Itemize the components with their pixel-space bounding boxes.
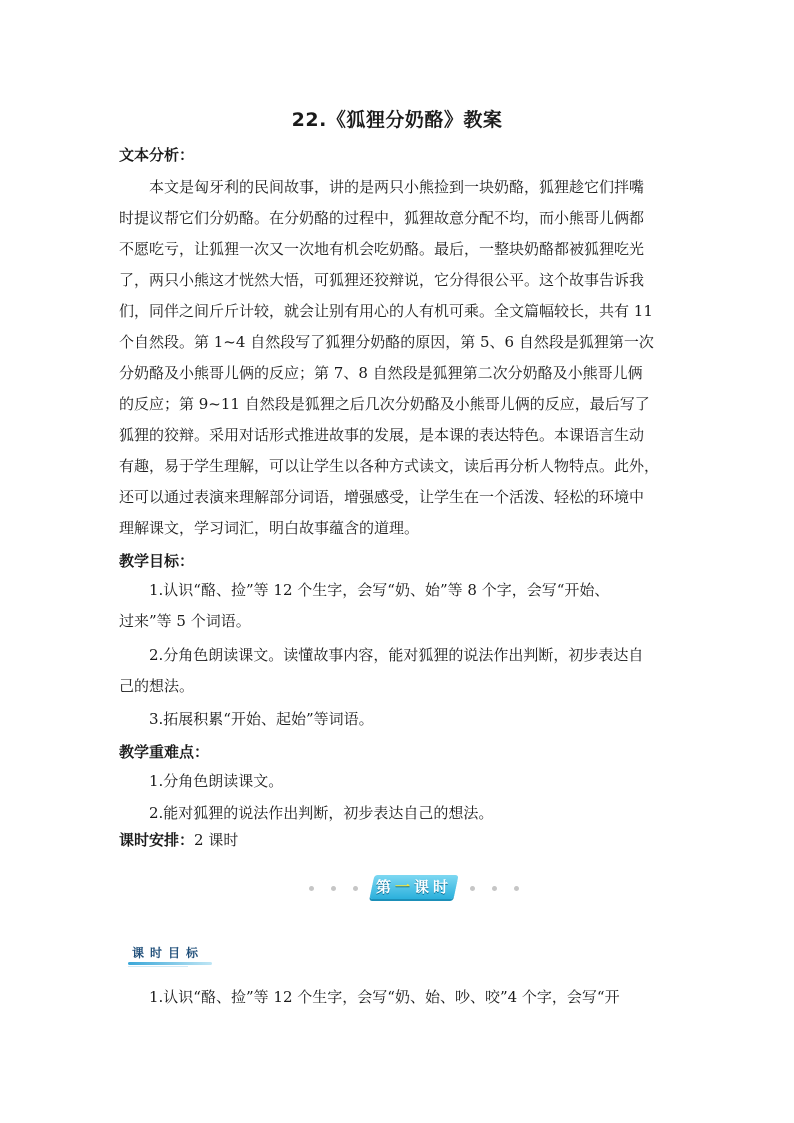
analysis-line: 分奶酪及小熊哥儿俩的反应；第 7、8 自然段是狐狸第二次分奶酪及小熊哥儿俩 [119,364,643,382]
goal-item-line: 3.拓展积累“开始、起始”等词语。 [149,710,374,728]
analysis-line: 狐狸的狡辩。采用对话形式推进故事的发展，是本课的表达特色。本课语言生动 [119,426,645,444]
keypoint-item: 1.分角色朗读课文。 [149,772,284,790]
analysis-line: 时提议帮它们分奶酪。在分奶酪的过程中，狐狸故意分配不均，而小熊哥儿俩都 [119,209,645,227]
divider-dot [514,886,519,891]
tag-underline-thin [128,966,188,967]
keypoint-item: 2.能对狐狸的说法作出判断，初步表达自己的想法。 [149,804,494,822]
lesson-banner [372,873,456,901]
analysis-line: 的反应；第 9~11 自然段是狐狸之后几次分奶酪及小熊哥儿俩的反应，最后写了 [119,395,650,413]
tag-underline [128,962,212,965]
divider-dot [331,886,336,891]
analysis-line: 还可以通过表演来理解部分词语，增强感受，让学生在一个活泼、轻松的环境中 [119,488,645,506]
lesson-divider [305,873,525,901]
schedule-value: 2 课时 [194,831,239,849]
analysis-line: 了，两只小熊这才恍然大悟，可狐狸还狡辩说，它分得很公平。这个故事告诉我 [119,271,645,289]
lesson-goal-line: 1.认识“酪、捡”等 12 个生字，会写“奶、始、吵、咬”4 个字，会写“开 [149,988,620,1006]
analysis-line: 有趣，易于学生理解，可以让学生以各种方式读文，读后再分析人物特点。此外， [119,457,660,475]
heading-text-goals: 教学目标： [119,552,195,570]
analysis-line: 本文是匈牙利的民间故事，讲的是两只小熊捡到一块奶酪，狐狸趁它们拌嘴 [149,178,645,196]
divider-dot [470,886,475,891]
banner-label: 第一课时 [375,878,453,896]
divider-dot [309,886,314,891]
divider-dot [353,886,358,891]
schedule-label: 课时安排： [119,831,195,849]
analysis-line: 理解课文，学习词汇，明白故事蕴含的道理。 [119,519,420,537]
page-title: 22.《狐狸分奶酪》教案 [291,109,503,131]
goal-item-line: 过来”等 5 个词语。 [119,612,251,630]
tag-label: 课时目标 [132,946,205,960]
divider-dot [492,886,497,891]
goal-item-line: 2.分角色朗读课文。读懂故事内容，能对狐狸的说法作出判断，初步表达自 [149,646,644,664]
schedule-line [119,829,238,850]
heading-text-keypoints: 教学重难点： [119,743,210,761]
goal-item-line: 1.认识“酪、捡”等 12 个生字，会写“奶、始”等 8 个字，会写“开始、 [149,581,610,599]
analysis-line: 个自然段。第 1~4 自然段写了狐狸分奶酪的原因，第 5、6 自然段是狐狸第一次 [119,333,654,351]
goal-item-line: 己的想法。 [119,677,195,695]
analysis-line: 们，同伴之间斤斤计较，就会让别有用心的人有机可乘。全文篇幅较长，共有 11 [119,302,653,320]
heading-text-analysis: 文本分析： [119,146,195,164]
lesson-goals-tag [128,940,212,966]
analysis-line: 不愿吃亏，让狐狸一次又一次地有机会吃奶酪。最后，一整块奶酪都被狐狸吃光 [119,240,645,258]
